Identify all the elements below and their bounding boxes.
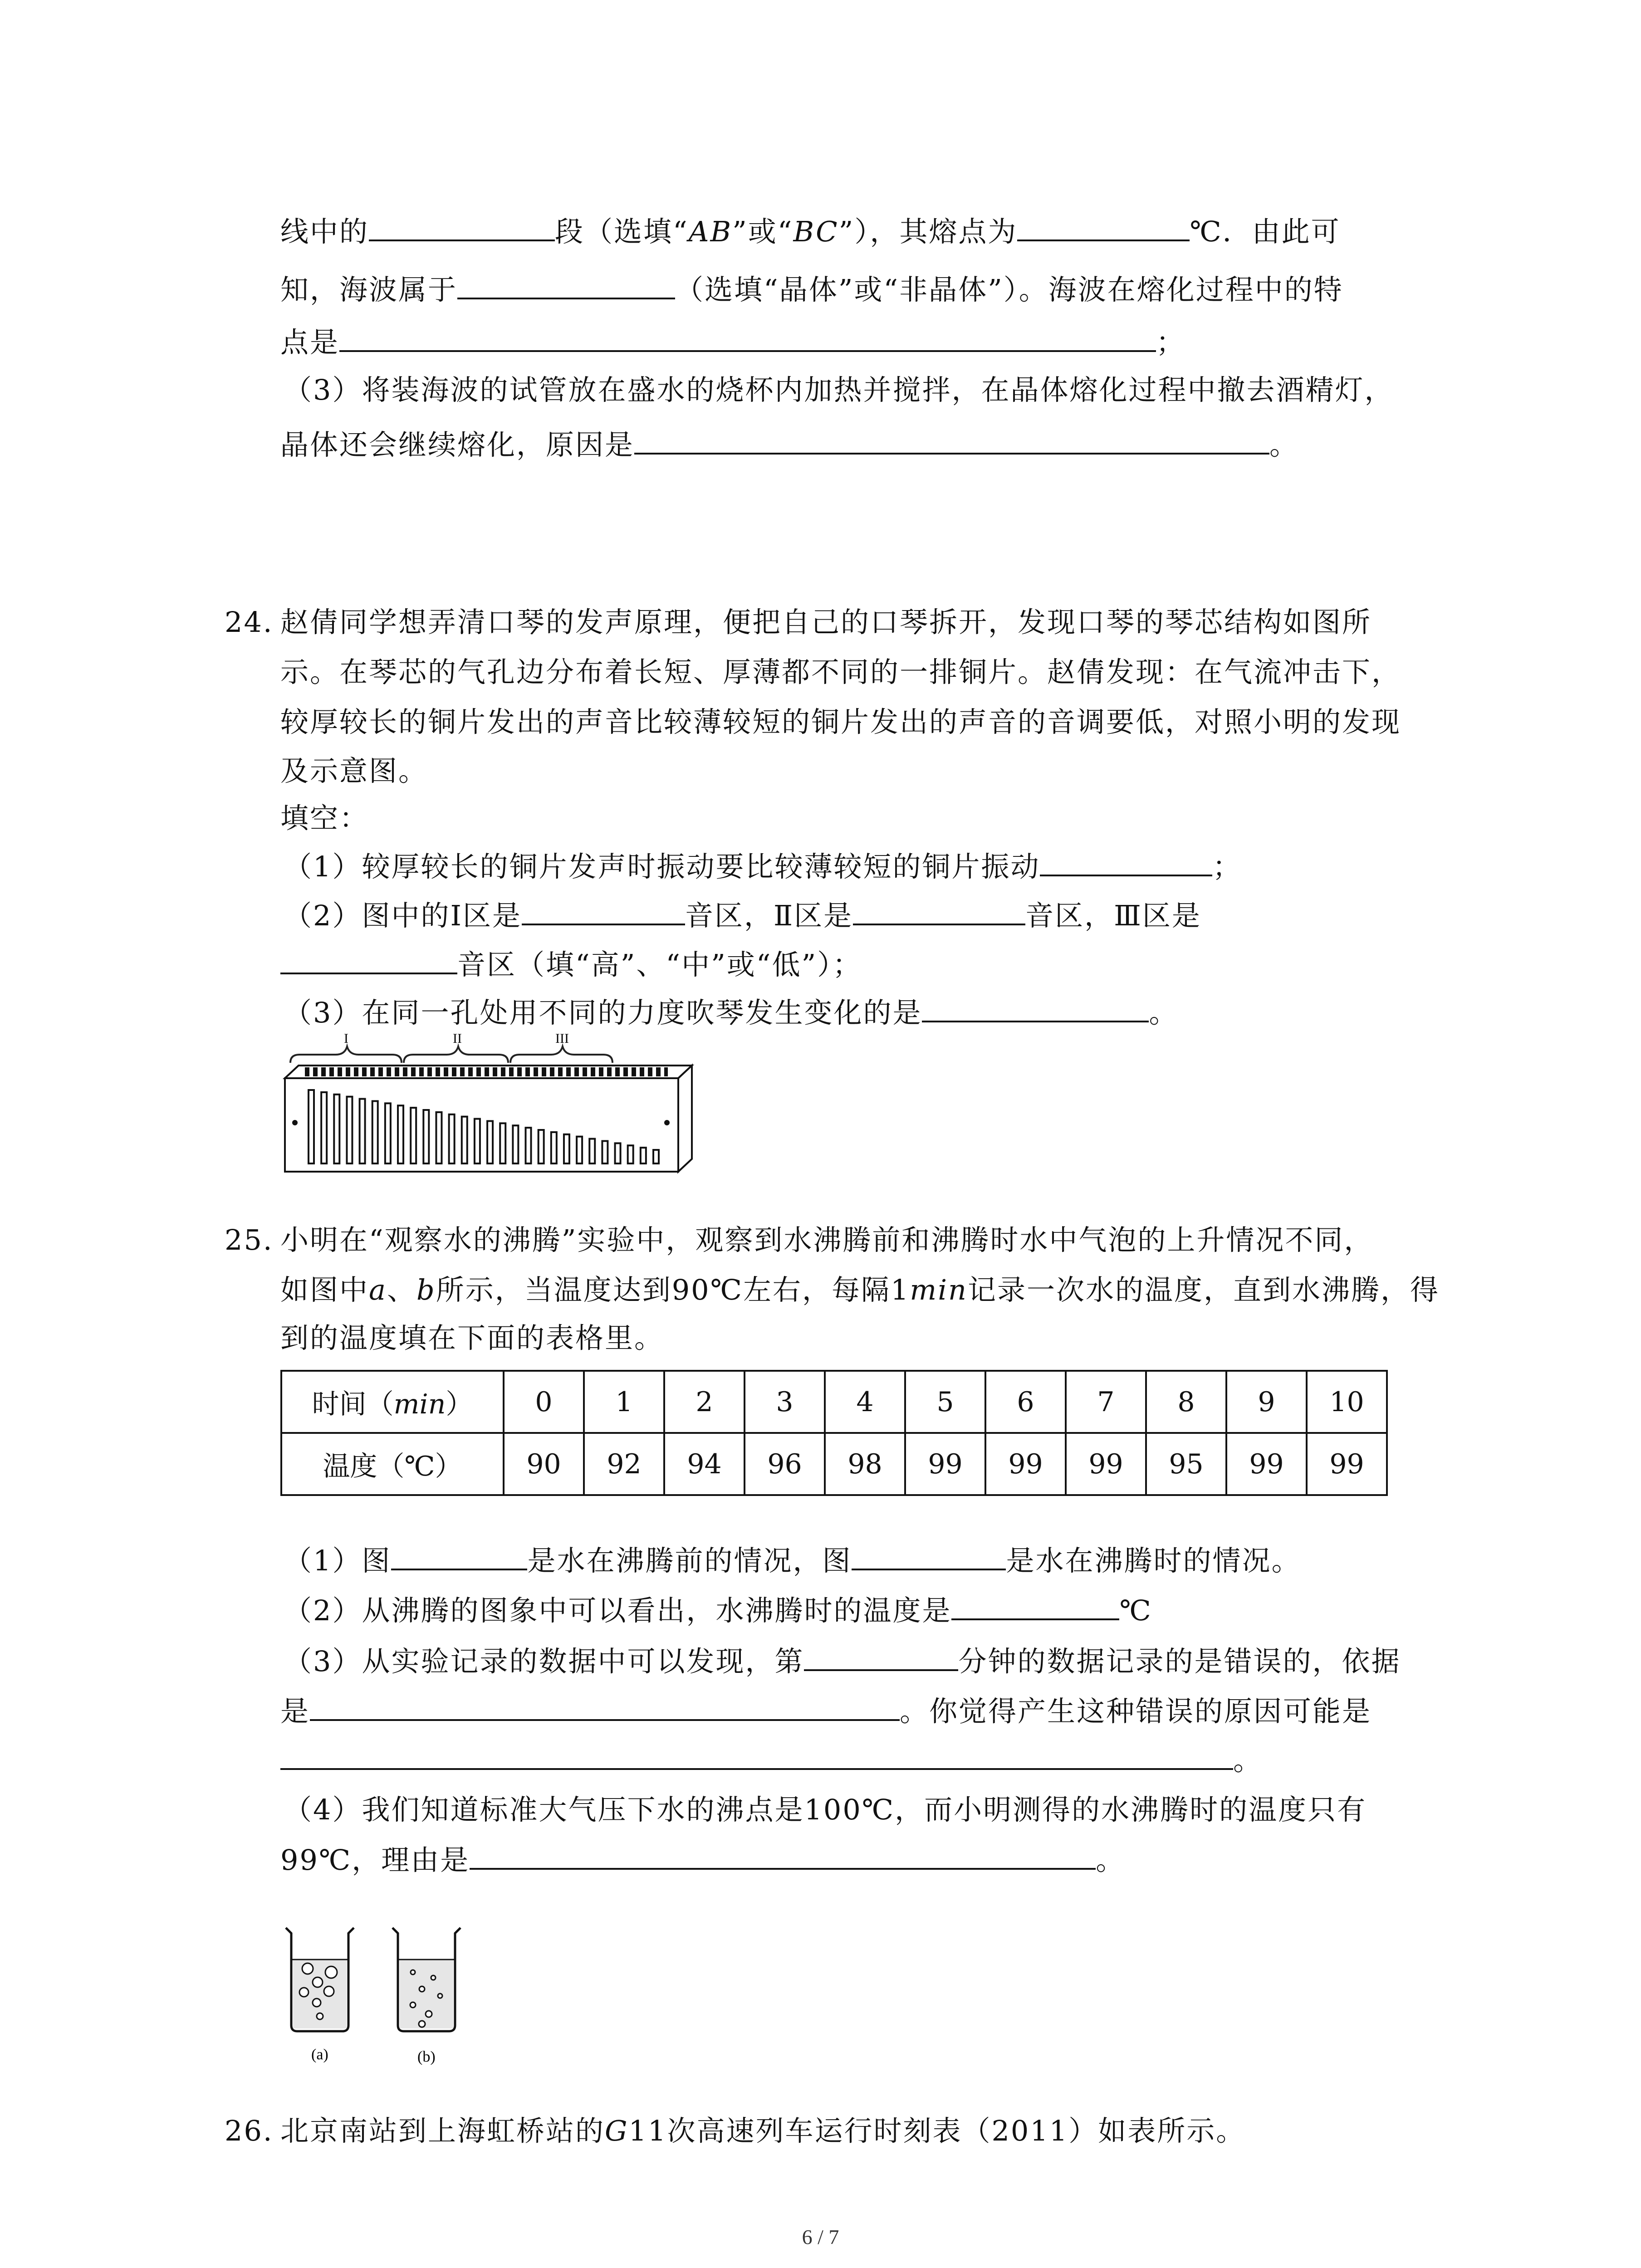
text: 。 <box>1269 428 1299 461</box>
table-cell: 95 <box>1146 1433 1226 1495</box>
text: （2）从沸腾的图象中可以看出，水沸腾时的温度是 <box>284 1594 952 1627</box>
q23-line-3 <box>280 324 1185 361</box>
brace-iii <box>510 1046 612 1063</box>
q24-line-4: 及示意图。 <box>280 754 428 787</box>
beaker-b-label: (b) <box>417 2048 436 2065</box>
table-cell: 99 <box>985 1433 1066 1495</box>
text: （选填“晶体”或“非晶体”）。海波在熔化过程中的特 <box>675 273 1343 306</box>
rivet-left <box>292 1120 298 1125</box>
rivet-right <box>664 1120 670 1125</box>
answer-blank[interactable] <box>310 1693 900 1721</box>
hatched-strip <box>305 1067 668 1076</box>
text: ”或“ <box>732 215 794 248</box>
q25-part-3 <box>284 1643 1401 1680</box>
answer-blank[interactable] <box>1017 213 1190 241</box>
q26-line-1 <box>280 2113 1245 2149</box>
table-cell: 94 <box>664 1433 745 1495</box>
table-cell: 98 <box>825 1433 905 1495</box>
table-cell: 99 <box>1066 1433 1146 1495</box>
brace-i <box>290 1046 402 1063</box>
table-cell: 8 <box>1146 1371 1226 1433</box>
answer-blank[interactable] <box>951 1592 1119 1620</box>
q26-number: 26. <box>225 2114 274 2147</box>
answer-blank[interactable] <box>457 271 675 299</box>
text: BC <box>793 215 839 248</box>
q23-line-1 <box>280 213 1341 250</box>
q25-part-3-cont2 <box>280 1742 1263 1779</box>
text: 音区，Ⅱ区是 <box>685 899 853 932</box>
q25-part-2 <box>284 1592 1152 1629</box>
table-cell: 2 <box>664 1371 745 1433</box>
q24-part-3 <box>284 994 1178 1031</box>
text: 是水在沸腾前的情况，图 <box>527 1544 852 1577</box>
text: 是水在沸腾时的情况。 <box>1006 1544 1301 1577</box>
q25-line-3: 到的温度填在下面的表格里。 <box>280 1321 664 1354</box>
answer-blank[interactable] <box>852 1542 1006 1570</box>
text: 晶体还会继续熔化，原因是 <box>280 428 635 461</box>
answer-blank[interactable] <box>922 994 1149 1022</box>
table-cell: 99 <box>1226 1433 1307 1495</box>
beaker-a <box>286 1928 354 2063</box>
q25-line-1: 小明在“观察水的沸腾”实验中，观察到水沸腾前和沸腾时水中气泡的上升情况不同， <box>280 1223 1374 1256</box>
text: 点是 <box>280 326 340 359</box>
q25-part-4-cont <box>280 1842 1125 1878</box>
q24-part-1 <box>284 848 1242 885</box>
temperature-table <box>280 1370 1388 1496</box>
table-cell: 0 <box>504 1371 584 1433</box>
table-row <box>281 1371 1387 1433</box>
text: 知，海波属于 <box>280 273 458 306</box>
temp-header: 温度（℃） <box>281 1433 504 1495</box>
text: ； <box>1156 326 1186 359</box>
text: G <box>605 2114 629 2147</box>
text: ”），其熔点为 <box>838 215 1018 248</box>
text: 。 <box>1149 996 1179 1029</box>
beaker-a-label: (a) <box>311 2046 328 2063</box>
page-number: 6 / 7 <box>802 2225 839 2248</box>
q24-number: 24. <box>225 606 274 639</box>
table-cell: 9 <box>1226 1371 1307 1433</box>
text: 、 <box>387 1273 416 1306</box>
label-ii: II <box>453 1031 462 1046</box>
table-cell: 99 <box>1307 1433 1387 1495</box>
text: ℃．由此可 <box>1190 215 1341 248</box>
text: 北京南站到上海虹桥站的 <box>280 2114 605 2147</box>
text: （2）图中的Ⅰ区是 <box>284 899 522 932</box>
beaker-b <box>392 1928 460 2065</box>
table-cell: 10 <box>1307 1371 1387 1433</box>
side-face <box>678 1066 692 1172</box>
answer-blank[interactable] <box>280 1742 1233 1770</box>
text: 是 <box>280 1695 310 1728</box>
answer-blank[interactable] <box>522 897 685 925</box>
text: 记录一次水的温度，直到水沸腾，得 <box>967 1273 1440 1306</box>
label-iii: III <box>555 1031 569 1046</box>
text: ； <box>1212 850 1242 883</box>
boiling-beakers-figure <box>277 1923 504 2068</box>
q24-line-2: 示。在琴芯的气孔边分布着长短、厚薄都不同的一排铜片。赵倩发现：在气流冲击下， <box>280 655 1401 689</box>
q23-line-2 <box>280 271 1343 308</box>
text: b <box>416 1273 436 1306</box>
table-cell: 5 <box>905 1371 985 1433</box>
table-cell: 1 <box>584 1371 664 1433</box>
text: 。 <box>1233 1744 1263 1777</box>
answer-blank[interactable] <box>470 1842 1096 1870</box>
table-cell: 90 <box>504 1433 584 1495</box>
q23-line-5 <box>280 426 1299 463</box>
text: 分钟的数据记录的是错误的，依据 <box>958 1645 1401 1678</box>
q25-line-2 <box>280 1272 1440 1308</box>
q24-line-1: 赵倩同学想弄清口琴的发声原理，便把自己的口琴拆开，发现口琴的琴芯结构如图所 <box>280 606 1372 639</box>
answer-blank[interactable] <box>369 213 555 241</box>
answer-blank[interactable] <box>339 324 1156 352</box>
text: （3）从实验记录的数据中可以发现，第 <box>284 1645 804 1678</box>
q24-fill-label: 填空： <box>280 802 369 835</box>
time-header: 时间（min） <box>281 1371 504 1433</box>
q23-part-3: （3）将装海波的试管放在盛水的烧杯内加热并搅拌，在晶体熔化过程中撤去酒精灯， <box>284 373 1394 406</box>
harmonica-reed-figure <box>272 1027 708 1177</box>
answer-blank[interactable] <box>280 946 457 974</box>
q25-part-4: （4）我们知道标准大气压下水的沸点是100℃，而小明测得的水沸腾时的温度只有 <box>284 1793 1367 1826</box>
brace-ii <box>404 1046 508 1063</box>
text: （1）较厚较长的铜片发声时振动要比较薄较短的铜片振动 <box>284 850 1040 883</box>
q24-part-2 <box>284 897 1201 934</box>
answer-blank[interactable] <box>391 1542 527 1570</box>
q25-part-1 <box>284 1542 1301 1579</box>
text: （1）图 <box>284 1544 392 1577</box>
text: （3）在同一孔处用不同的力度吹琴发生变化的是 <box>284 996 922 1029</box>
text: 段（选填“ <box>555 215 689 248</box>
text: 线中的 <box>280 215 369 248</box>
table-cell: 4 <box>825 1371 905 1433</box>
table-cell: 3 <box>745 1371 825 1433</box>
answer-blank[interactable] <box>804 1643 958 1671</box>
text: 所示，当温度达到90℃左右，每隔1 <box>436 1273 910 1306</box>
text: a <box>369 1273 387 1306</box>
text: 11次高速列车运行时刻表（2011）如表所示。 <box>628 2114 1246 2147</box>
text: 。你觉得产生这种错误的原因可能是 <box>900 1695 1372 1728</box>
text: AB <box>688 215 733 248</box>
table-row <box>281 1433 1387 1495</box>
text: 音区（填“高”、“中”或“低”）； <box>457 948 862 981</box>
q25-part-3-cont <box>280 1693 1372 1730</box>
q25-number: 25. <box>225 1223 274 1256</box>
text: 99℃，理由是 <box>280 1843 470 1877</box>
text: 音区，Ⅲ区是 <box>1025 899 1201 932</box>
table-cell: 96 <box>745 1433 825 1495</box>
text: min <box>910 1273 968 1306</box>
answer-blank[interactable] <box>1040 848 1212 876</box>
label-i: I <box>344 1031 348 1046</box>
answer-blank[interactable] <box>634 426 1269 455</box>
q24-line-3: 较厚较长的铜片发出的声音比较薄较短的铜片发出的声音的音调要低，对照小明的发现 <box>280 705 1401 738</box>
text: ℃ <box>1119 1594 1152 1627</box>
table-cell: 99 <box>905 1433 985 1495</box>
table-cell: 7 <box>1066 1371 1146 1433</box>
front-face <box>285 1078 678 1172</box>
table-cell: 6 <box>985 1371 1066 1433</box>
answer-blank[interactable] <box>853 897 1025 925</box>
text: 。 <box>1096 1843 1126 1877</box>
table-cell: 92 <box>584 1433 664 1495</box>
q24-part-2-cont <box>280 946 862 983</box>
text: 如图中 <box>280 1273 369 1306</box>
